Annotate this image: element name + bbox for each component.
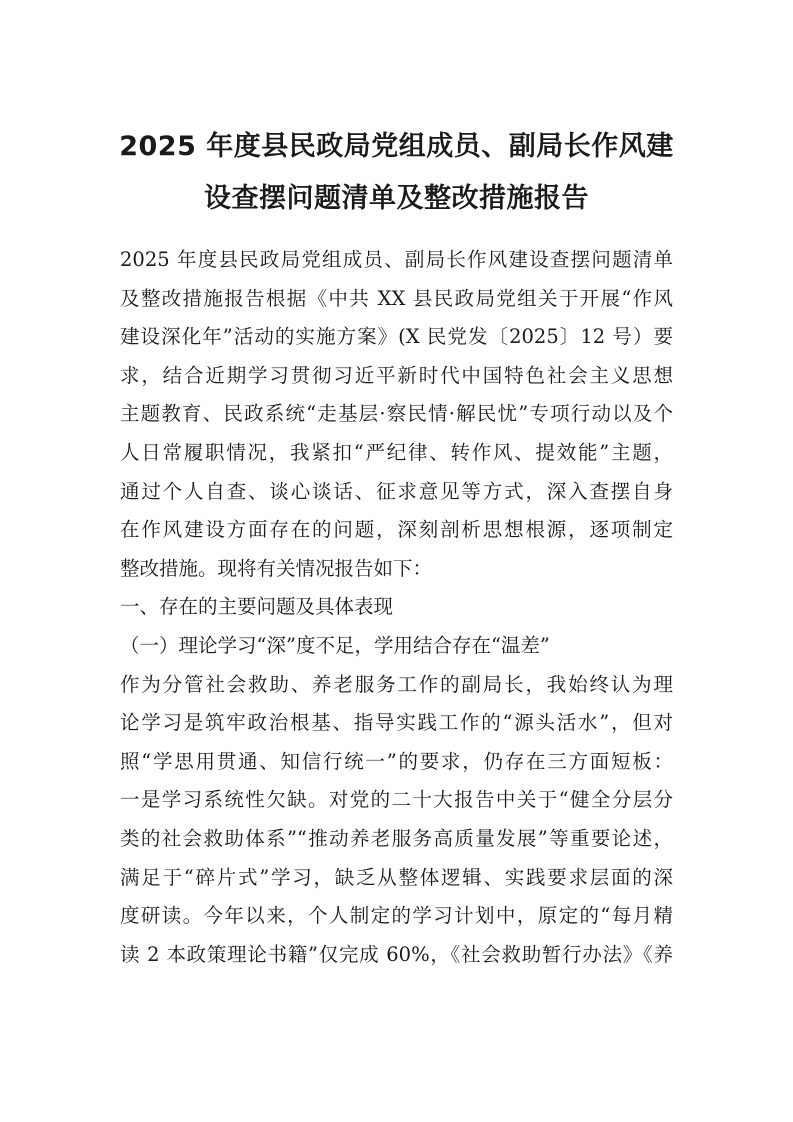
body-line: 类的社会救助体系”“推动养老服务高质量发展”等重要论述， <box>120 826 673 850</box>
body-line: 度研读。今年以来，个人制定的学习计划中，原定的“每月精 <box>120 904 673 928</box>
body-line: 建设深化年”活动的实施方案》(X 民党发〔2025〕12 号）要 <box>120 325 673 349</box>
body-line: 论学习是筑牢政治根基、指导实践工作的“源头活水”，但对 <box>120 711 673 735</box>
section-heading-1: 一、存在的主要问题及具体表现 <box>120 595 394 619</box>
body-line: 及整改措施报告根据《中共 XX 县民政局党组关于开展“作风 <box>120 286 673 310</box>
document-title <box>100 121 693 225</box>
body-line: 2025 年度县民政局党组成员、副局长作风建设查摆问题清单 <box>120 248 673 271</box>
body-line: 通过个人自查、谈心谈话、征求意见等方式，深入查摆自身 <box>120 479 673 503</box>
body-line: 作为分管社会救助、养老服务工作的副局长，我始终认为理 <box>120 672 673 696</box>
body-line: 整改措施。现将有关情况报告如下： <box>120 556 433 580</box>
body-line: 主题教育、民政系统“走基层·察民情·解民忧”专项行动以及个 <box>120 402 673 426</box>
title-line-1: 2025 年度县民政局党组成员、副局长作风建 <box>119 131 674 162</box>
body-line: 照“学思用贯通、知信行统一”的要求，仍存在三方面短板： <box>120 749 673 773</box>
subsection-heading-1: （一）理论学习“深”度不足，学用结合存在“温差” <box>120 633 550 657</box>
body-line: 求，结合近期学习贯彻习近平新时代中国特色社会主义思想 <box>120 363 673 387</box>
body-line: 满足于“碎片式”学习，缺乏从整体逻辑、实践要求层面的深 <box>120 865 673 889</box>
title-line-2: 设查摆问题清单及整改措施报告 <box>204 183 589 214</box>
body-line: 读 2 本政策理论书籍”仅完成 60%，《社会救助暂行办法》《养 <box>120 942 673 966</box>
document-body <box>120 241 673 974</box>
body-line: 一是学习系统性欠缺。对党的二十大报告中关于“健全分层分 <box>120 788 673 812</box>
body-line: 在作风建设方面存在的问题，深刻剖析思想根源，逐项制定 <box>120 518 673 542</box>
body-line: 人日常履职情况，我紧扣“严纪律、转作风、提效能”主题， <box>120 440 673 464</box>
